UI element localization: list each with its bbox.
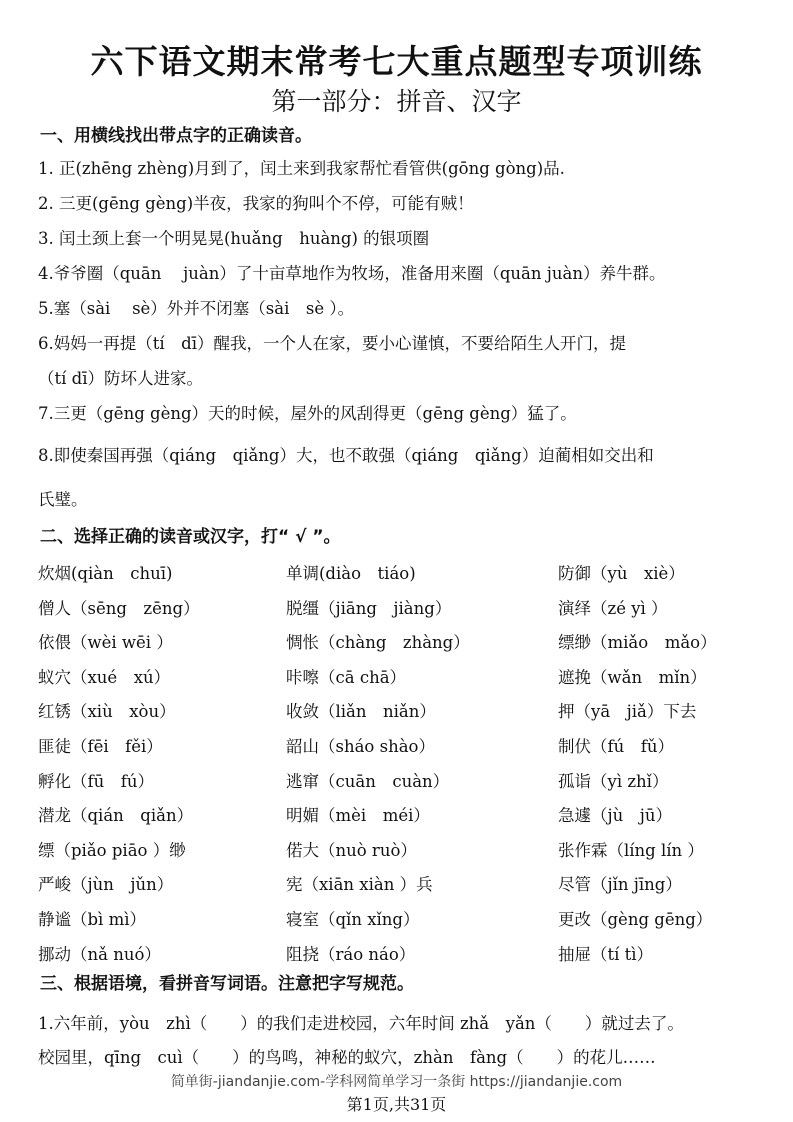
choice-item: 单调(diào tiáo) (286, 564, 416, 583)
choice-item: 收敛（liǎn niǎn） (286, 702, 436, 722)
choice-item: 匪徒（fēi fěi） (38, 737, 163, 756)
choice-item: 张作霖（líng lín ） (558, 840, 704, 860)
choice-item: 咔嚓（cā chā） (286, 667, 407, 687)
choice-item: 严峻（jùn jǔn） (38, 875, 174, 895)
footer-watermark-text: 简单街-jiandanjie.com-学科网简单学习一条街 https://jiandanjie.com (170, 1074, 623, 1090)
choice-item: 演绎（zé yì ） (558, 598, 668, 618)
choice-item: 抽屉（tí tì） (558, 944, 654, 964)
choice-item: 蚁穴（xué xú） (38, 667, 171, 687)
section1-line: 7.三更（gēng gèng）天的时候，屋外的风刮得更（gēng gèng）猛了。 (38, 404, 577, 423)
choice-item: 脱缰（jiāng jiàng） (286, 598, 452, 618)
choice-item: 阻挠（ráo náo） (286, 944, 416, 964)
choice-item: 孤诣（yì zhǐ） (558, 771, 669, 791)
page-subtitle: 第一部分：拼音、汉字 (271, 87, 522, 116)
choice-item: 依偎（wèi wēi ） (38, 633, 173, 653)
choice-item: 静谧（bì mì） (38, 910, 147, 929)
section1-line: 6.妈妈一再提（tí dī）醒我，一个人在家，要小心谨慎，不要给陌生人开门，提 (38, 334, 626, 353)
section1-line: 氏璧。 (38, 490, 88, 509)
choice-item: 炊烟(qiàn chuī) (38, 564, 173, 583)
choice-item: 明媚（mèi méi） (286, 806, 430, 826)
section2-heading: 二、选择正确的读音或汉字，打“ √ ”。 (40, 527, 341, 547)
choice-item: 红锈（xiù xòu） (38, 702, 176, 722)
choice-item: 更改（gèng gēng） (558, 910, 713, 929)
section1-line: 8.即使秦国再强（qiáng qiǎng）大，也不敢强（qiáng qiǎng）迫蔺相如交出和 (38, 446, 654, 465)
choice-item: 缥（piǎo piāo ）缈 (38, 840, 186, 860)
page-number: 第1页,共31页 (346, 1095, 447, 1114)
choice-item: 孵化（fū fú） (38, 771, 154, 791)
choice-item: 缥缈（miǎo mǎo） (558, 633, 717, 653)
section1-line: 5.塞（sài sè）外并不闭塞（sài sè ）。 (38, 299, 355, 318)
section1-line: 3. 闰土颈上套一个明晃晃(huǎng huàng) 的银项圈 (38, 229, 430, 248)
section1-line: （tí dī）防坏人进家。 (38, 369, 203, 388)
section3-heading: 三、根据语境，看拼音写词语。注意把字写规范。 (40, 974, 414, 994)
section1-line: 1. 正(zhēng zhèng)月到了，闰土来到我家帮忙看管供(gōng gòng)品. (38, 159, 565, 178)
choice-item: 制伏（fú fǔ） (558, 737, 674, 756)
section3-line: 校园里，qīng cuì（ ）的鸟鸣，神秘的蚁穴，zhàn fàng（ ）的花儿…… (38, 1048, 656, 1067)
choice-item: 急遽（jù jū） (558, 806, 672, 826)
choice-item: 惆怅（chàng zhàng） (286, 633, 470, 653)
choice-item: 挪动（nǎ nuó） (38, 944, 161, 964)
choice-item: 尽管（jǐn jīng） (558, 875, 682, 895)
page-title: 六下语文期末常考七大重点题型专项训练 (90, 42, 703, 81)
choice-item: 潜龙（qián qiǎn） (38, 806, 194, 826)
section1-heading: 一、用横线找出带点字的正确读音。 (40, 126, 312, 146)
choice-item: 寝室（qǐn xǐng） (286, 910, 420, 929)
choice-item: 偌大（nuò ruò） (286, 840, 417, 860)
choice-item: 遮挽（wǎn mǐn） (558, 667, 707, 687)
choice-item: 韶山（sháo shào） (286, 737, 435, 756)
choice-item: 宪（xiān xiàn ）兵 (286, 875, 433, 895)
section1-line: 4.爷爷圈（quān juàn）了十亩草地作为牧场，准备用来圈（quān juàn）养牛群。 (38, 264, 666, 283)
section1-line: 2. 三更(gēng gèng)半夜，我家的狗叫个不停，可能有贼！ (38, 194, 474, 213)
section3-line: 1.六年前，yòu zhì（ ）的我们走进校园，六年时间 zhǎ yǎn（ ）就过去了。 (38, 1014, 684, 1033)
choice-item: 防御（yù xiè） (558, 564, 685, 583)
choice-item: 逃窜（cuān cuàn） (286, 771, 450, 791)
choice-item: 押（yā jiǎ）下去 (558, 702, 697, 722)
choice-item: 僧人（sēng zēng） (38, 598, 200, 618)
